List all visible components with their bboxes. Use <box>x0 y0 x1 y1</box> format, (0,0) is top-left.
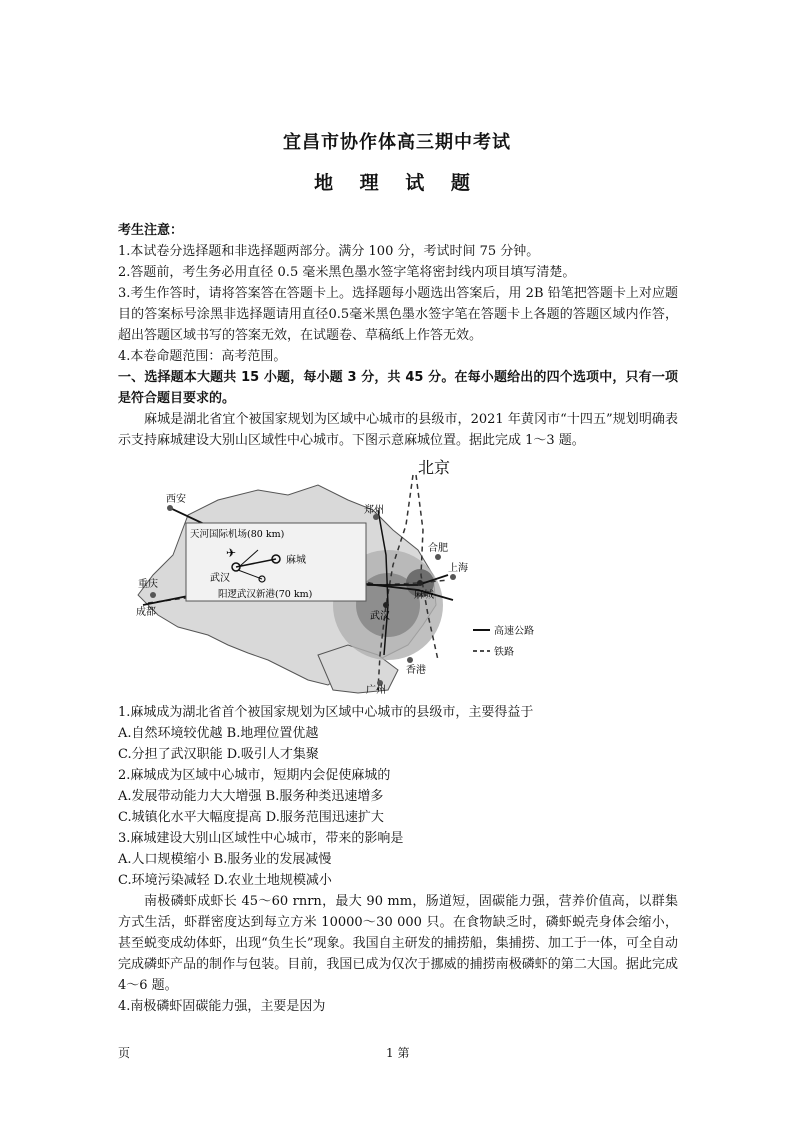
question-3-options-a: A.人口规模缩小 B.服务业的发展减慢 <box>118 852 332 867</box>
notice-block <box>118 220 678 451</box>
airplane-icon: ✈ <box>226 546 237 560</box>
notice-heading: 考生注意： <box>118 223 184 238</box>
label-chengdu: 成都 <box>136 607 156 618</box>
shanghai-dot <box>450 574 456 580</box>
hefei-dot <box>435 554 441 560</box>
question-2-options-a: A.发展带动能力大大增强 B.服务种类迅速增多 <box>118 789 384 804</box>
section-heading: 一、选择题本大题共 15 小题，每小题 3 分，共 45 分。在每小题给出的四个选项中，只有一项是符合题目要求的。 <box>118 370 678 406</box>
label-zhengzhou: 郑州 <box>364 505 384 516</box>
inset-airport-label: 天河国际机场(80 km) <box>190 529 285 540</box>
label-macheng: 麻城 <box>414 590 434 601</box>
question-1-stem: 1.麻城成为湖北省首个被国家规划为区域中心城市的县级市，主要得益于 <box>118 705 534 720</box>
label-wuhan: 武汉 <box>370 611 390 622</box>
inset-macheng-label: 麻城 <box>286 555 306 566</box>
label-chongqing: 重庆 <box>138 579 158 590</box>
passage-krill: 南极磷虾成虾长 45～60 rnrn，最大 90 mm，肠道短，固碳能力强，营养价值高，以群集方式生活，虾群密度达到每立方米 10000～30 000 只。在食物缺乏时，磷虾蜕壳身体会缩小，甚至蜕变成幼体虾，出现“负生长”现象。我国自主研发的捕捞船，集捕捞、加工于一体，可全自动完成磷虾产品的制作与包装。目前，我国已成为仅次于挪威的捕捞南极磷虾的第二大国。据此完成 4～6 题。 <box>118 894 678 993</box>
label-beijing: 北京 <box>418 458 451 477</box>
notice-item-1: 1.本试卷分选择题和非选择题两部分。满分 100 分，考试时间 75 分钟。 <box>118 244 540 259</box>
exam-title: 宜昌市协作体高三期中考试 <box>283 132 511 153</box>
inset-port-label: 阳逻武汉新港(70 km) <box>218 589 313 600</box>
footer-page-number: 1 第 <box>386 1046 410 1060</box>
passage-macheng: 麻城是湖北省宜个被国家规划为区域中心城市的县级市，2021 年黄冈市“十四五”规划明确表示支持麻城建设大别山区域性中心城市。下图示意麻城位置。据此完成 1～3 题。 <box>118 412 678 448</box>
legend-highway-label: 高速公路 <box>494 626 534 637</box>
xian-dot <box>167 505 173 511</box>
question-2-options-c: C.城镇化水平大幅度提高 D.服务范围迅速扩大 <box>118 810 384 825</box>
question-4-stem: 4.南极磷虾固碳能力强，主要是因为 <box>118 999 326 1014</box>
label-hefei: 合肥 <box>428 543 448 554</box>
label-shanghai: 上海 <box>448 563 468 574</box>
questions-block <box>118 702 678 1017</box>
notice-item-4: 4.本卷命题范围：高考范围。 <box>118 349 287 364</box>
macheng-location-map <box>118 455 568 695</box>
question-1-options-c: C.分担了武汉职能 D.吸引人才集聚 <box>118 747 319 762</box>
question-2-stem: 2.麻城成为区域中心城市，短期内会促使麻城的 <box>118 768 391 783</box>
chongqing-dot <box>150 592 156 598</box>
inset-wuhan-label: 武汉 <box>210 573 230 584</box>
macheng-dot <box>417 580 423 586</box>
xianggang-dot <box>407 657 413 663</box>
exam-subtitle: 地 理 试 题 <box>314 172 480 194</box>
question-1-options-a: A.自然环境较优越 B.地理位置优越 <box>118 726 319 741</box>
label-guangzhou: 广州 <box>366 685 386 695</box>
notice-item-3: 3.考生作答时，请将答案答在答题卡上。选择题每小题选出答案后，用 2B 铅笔把答题卡上对应题目的答案标号涂黑非选择题请用直径0.5毫米黑色墨水签字笔在答题卡上各题的答题区域内作答，超出答题区域书写的答案无效，在试题卷、草稿纸上作答无效。 <box>118 286 678 343</box>
footer-left: 页 <box>118 1046 131 1060</box>
label-xianggang: 香港 <box>406 665 426 676</box>
notice-item-2: 2.答题前，考生务必用直径 0.5 毫米黑色墨水签字笔将密封线内项目填写清楚。 <box>118 265 576 280</box>
wuhan-dot <box>383 602 389 608</box>
question-3-stem: 3.麻城建设大别山区域性中心城市，带来的影响是 <box>118 831 404 846</box>
legend-railway-label: 铁路 <box>494 647 514 658</box>
question-3-options-c: C.环境污染减轻 D.农业土地规模减小 <box>118 873 332 888</box>
label-xian: 西安 <box>166 494 186 505</box>
